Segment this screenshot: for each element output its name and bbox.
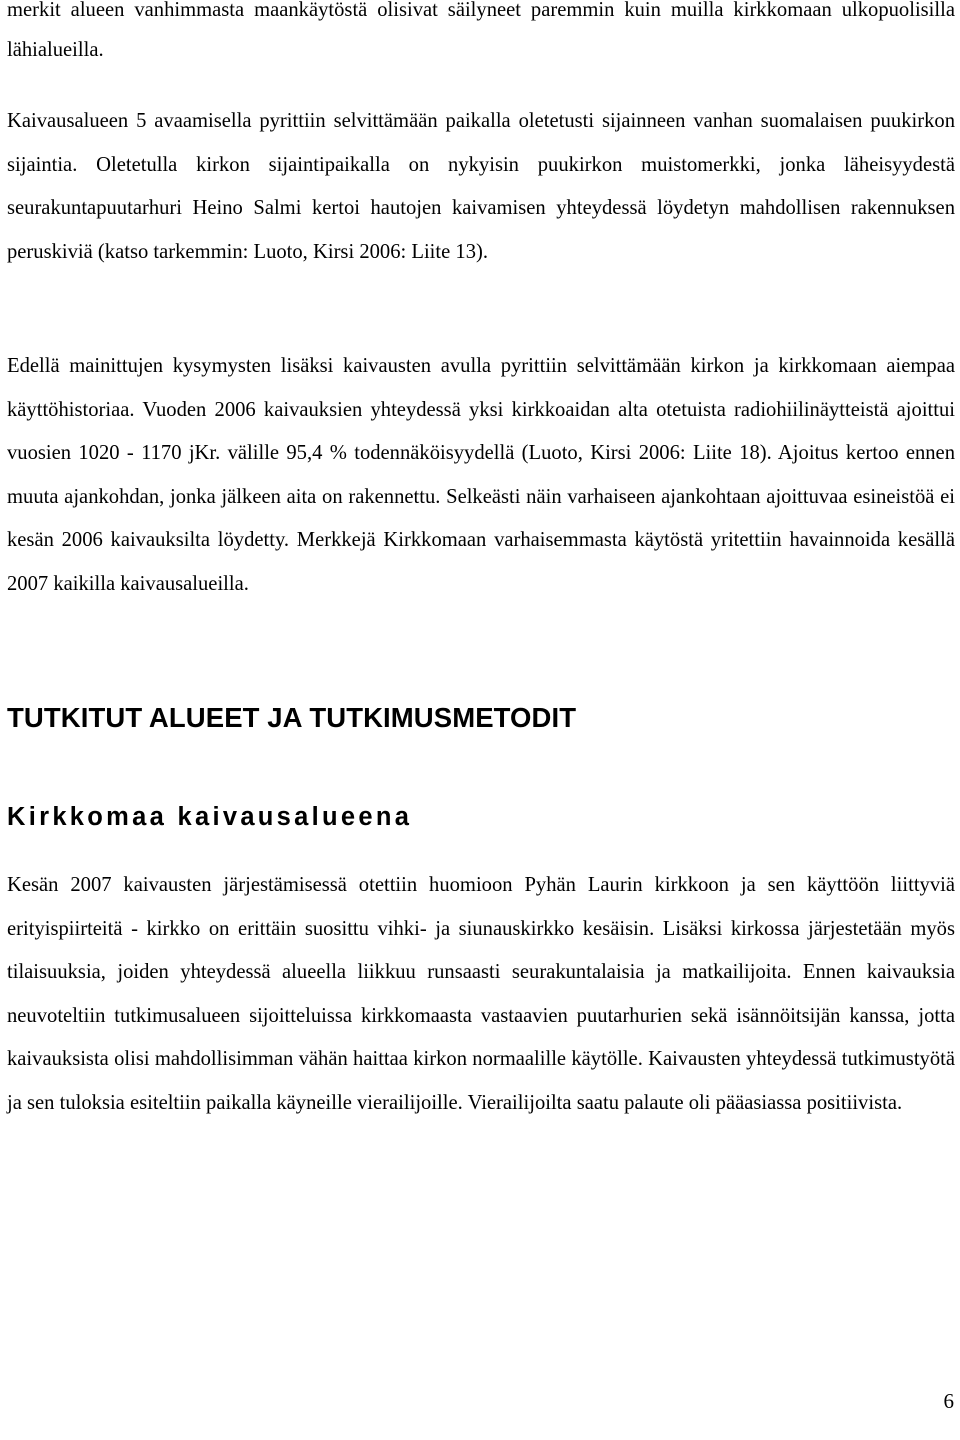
- page-number: 6: [943, 1389, 954, 1413]
- paragraph-summer-2007: Kesän 2007 kaivausten järjestämisessä otettiin huomioon Pyhän Laurin kirkkoon ja sen käyttöön liittyviä erityispiirteitä - kirkko on erittäin suosittu vihki- ja siunauskirkko kesäisin. Lisäksi kirkossa järjestetään myös tilaisuuksia, joiden yhteydessä alueella liikkuu runsaasti seurakuntalaisia ja matkailijoita. Ennen kaivauksia neuvoteltiin tutkimusalueen sijoitteluissa kirkkomaasta vastaavien puutarhurien sekä isännöitsijän kanssa, jotta kaivauksista olisi mahdollisimman vähän haittaa kirkon normaalille käytölle. Kaivausten yhteydessä tutkimustyötä ja sen tuloksia esiteltiin paikalla käyneille vierailijoille. Vierailijoilta saatu palaute oli pääasiassa positiivista.: [7, 874, 955, 1114]
- subsection-heading: Kirkkomaa kaivausalueena: [7, 803, 413, 831]
- section-heading: TUTKITUT ALUEET JA TUTKIMUSMETODIT: [7, 702, 577, 733]
- paragraph-top: merkit alueen vanhimmasta maankäytöstä olisivat säilyneet paremmin kuin muilla kirkkomaan ulkopuolisilla lähialueilla.: [7, 0, 955, 61]
- paragraph-history: Edellä mainittujen kysymysten lisäksi kaivausten avulla pyrittiin selvittämään kirkon ja kirkkomaan aiempaa käyttöhistoriaa. Vuoden 2006 kaivauksien yhteydessä yksi kirkkoaidan alta otetuista radiohiilinäytteistä ajoittui vuosien 1020 - 1170 jKr. välille 95,4 % todennäköisyydellä (Luoto, Kirsi 2006: Liite 18). Ajoitus kertoo ennen muuta ajankohdan, jonka jälkeen aita on rakennettu. Selkeästi näin varhaiseen ajankohtaan ajoittuvaa esineistöä ei kesän 2006 kaivauksilta löydetty. Merkkejä Kirkkomaan varhaisemmasta käytöstä yritettiin havainnoida kesällä 2007 kaikilla kaivausalueilla.: [7, 355, 955, 595]
- paragraph-excavation-area-5: Kaivausalueen 5 avaamisella pyrittiin selvittämään paikalla oletetusti sijainneen vanhan suomalaisen puukirkon sijaintia. Oletetulla kirkon sijaintipaikalla on nykyisin puukirkon muistomerkki, jonka läheisyydestä seurakuntapuutarhuri Heino Salmi kertoi hautojen kaivamisen yhteydessä löydetyn mahdollisen rakennuksen peruskiviä (katso tarkemmin: Luoto, Kirsi 2006: Liite 13).: [7, 110, 955, 263]
